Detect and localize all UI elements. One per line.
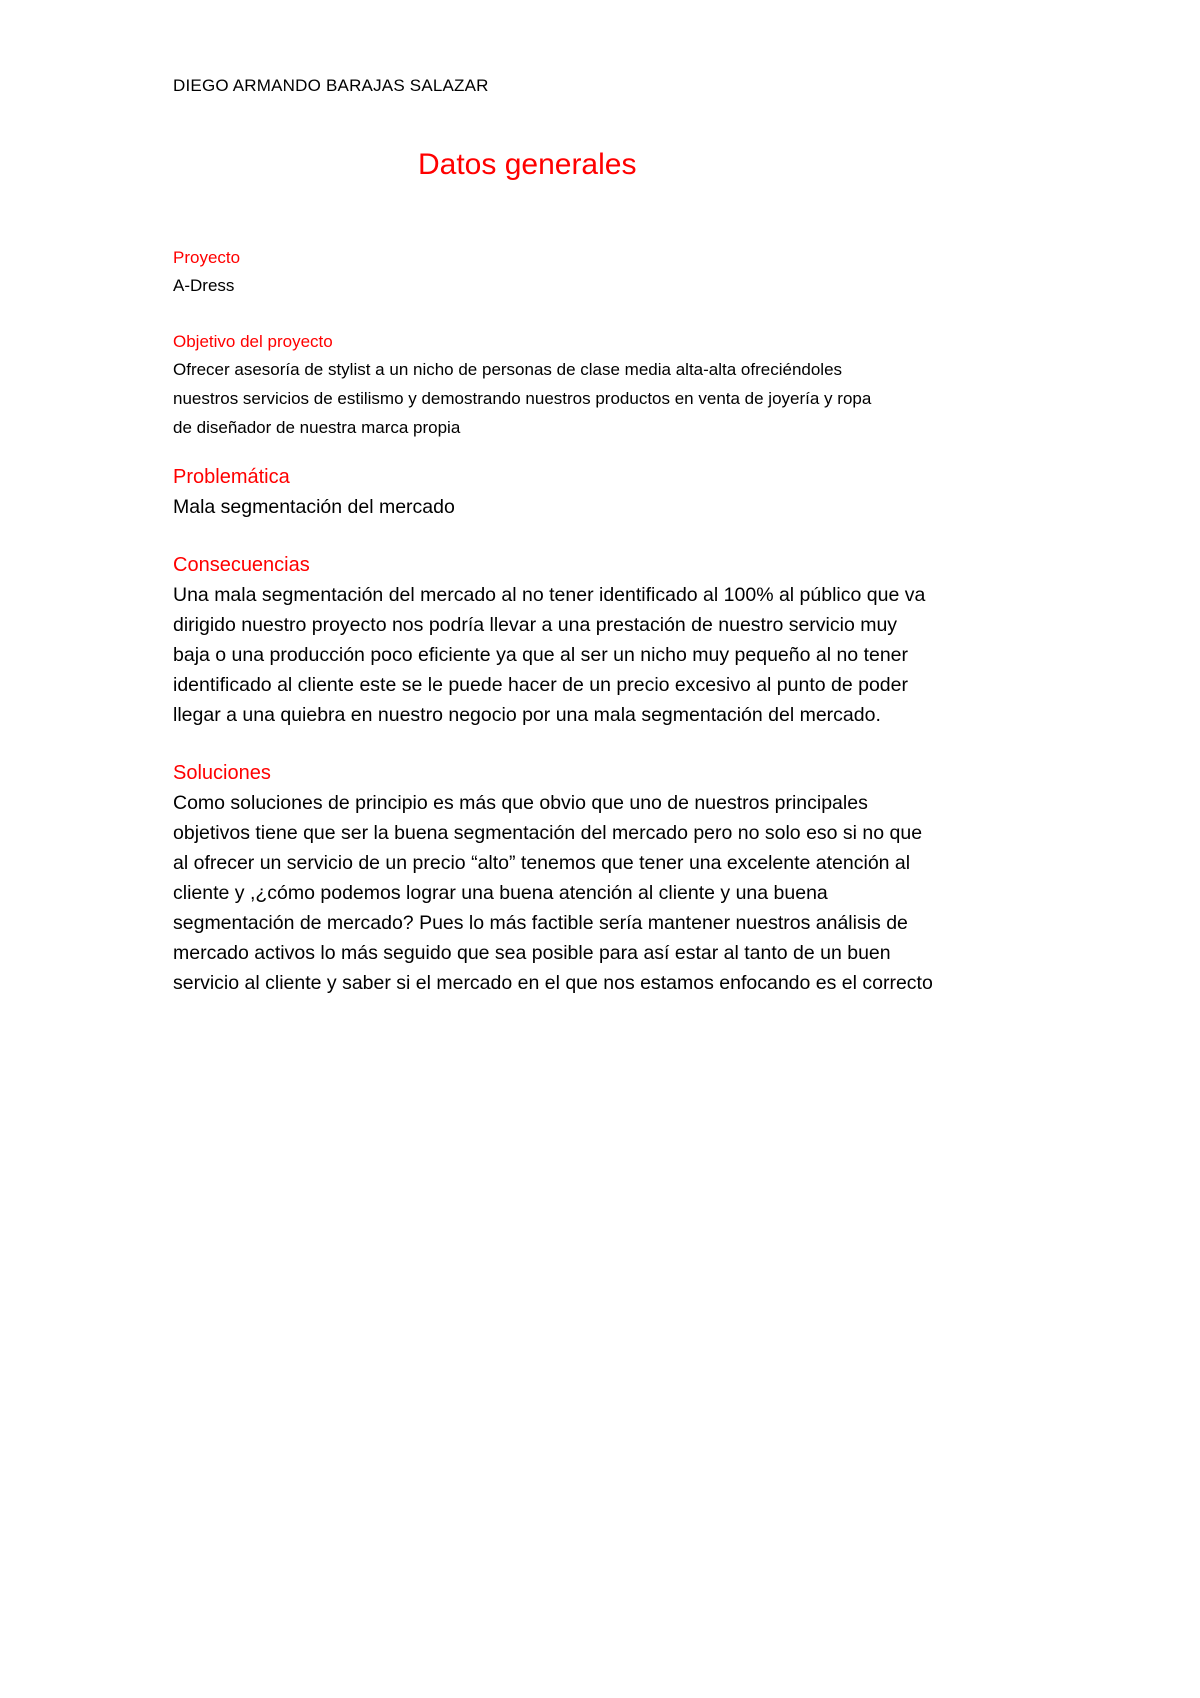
section-consecuencias [173, 550, 1053, 730]
objetivo-line: de diseñador de nuestra marca propia [173, 418, 461, 437]
soluciones-line: servicio al cliente y saber si el mercado en el que nos estamos enfocando es el correcto [173, 972, 933, 994]
consecuencias-line: baja o una producción poco eficiente ya que al ser un nicho muy pequeño al no tener [173, 644, 909, 666]
author-name: DIEGO ARMANDO BARAJAS SALAZAR [173, 76, 489, 95]
proyecto-value: A-Dress [173, 276, 235, 295]
soluciones-line: mercado activos lo más seguido que sea posible para así estar al tanto de un buen [173, 942, 891, 964]
soluciones-line: al ofrecer un servicio de un precio “alto” tenemos que tener una excelente atención al [173, 852, 911, 874]
problematica-value: Mala segmentación del mercado [173, 496, 455, 518]
soluciones-line: segmentación de mercado? Pues lo más factible sería mantener nuestros análisis de [173, 912, 908, 934]
consecuencias-line: dirigido nuestro proyecto nos podría llevar a una prestación de nuestro servicio muy [173, 614, 898, 636]
objetivo-label: Objetivo del proyecto [173, 332, 333, 351]
soluciones-line: objetivos tiene que ser la buena segmentación del mercado pero no solo eso si no que [173, 822, 923, 844]
soluciones-line: cliente y ,¿cómo podemos lograr una buena atención al cliente y una buena [173, 882, 828, 904]
section-problematica [173, 462, 1053, 522]
section-soluciones [173, 758, 1053, 998]
consecuencias-line: Una mala segmentación del mercado al no tener identificado al 100% al público que va [173, 584, 926, 606]
consecuencias-line: identificado al cliente este se le puede hacer de un precio excesivo al punto de poder [173, 674, 908, 696]
soluciones-line: Como soluciones de principio es más que obvio que uno de nuestros principales [173, 792, 868, 814]
consecuencias-line: llegar a una quiebra en nuestro negocio por una mala segmentación del mercado. [173, 704, 881, 726]
section-proyecto [173, 244, 1053, 300]
consecuencias-label: Consecuencias [173, 554, 310, 576]
problematica-label: Problemática [173, 466, 290, 488]
soluciones-label: Soluciones [173, 762, 271, 784]
proyecto-label: Proyecto [173, 248, 241, 267]
page-title: Datos generales [418, 148, 637, 181]
section-objetivo [173, 328, 1053, 442]
objetivo-line: nuestros servicios de estilismo y demostrando nuestros productos en venta de joyería y ropa [173, 389, 872, 408]
objetivo-line: Ofrecer asesoría de stylist a un nicho de personas de clase media alta-alta ofreciéndoles [173, 360, 843, 379]
